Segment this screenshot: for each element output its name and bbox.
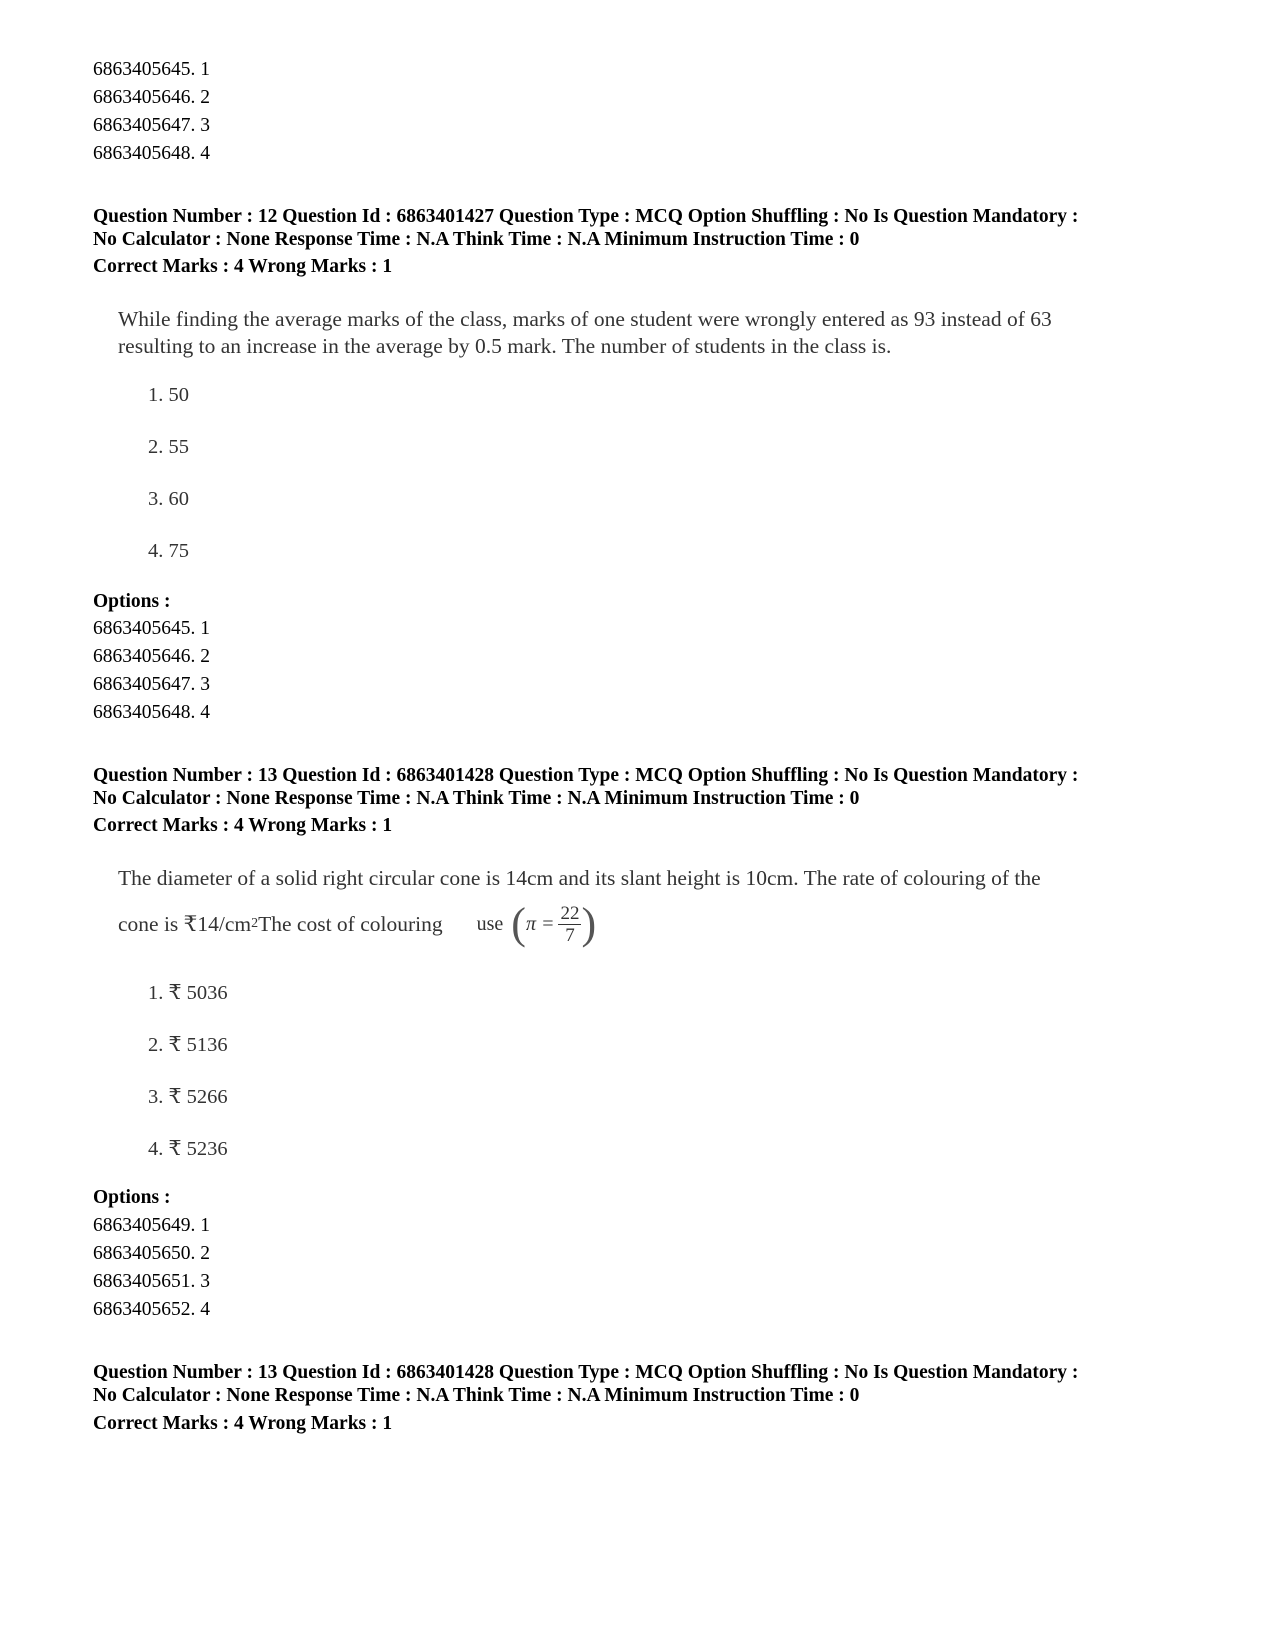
question-header: No Calculator : None Response Time : N.A Think Time : N.A Minimum Instruction Time : 0	[93, 1385, 860, 1406]
question-text: resulting to an increase in the average by 0.5 mark. The number of students in the class is.	[118, 334, 892, 358]
answer-choice: 3. 60	[148, 488, 189, 510]
question-marks: Correct Marks : 4 Wrong Marks : 1	[93, 815, 393, 836]
fraction-denominator: 7	[565, 924, 575, 946]
answer-choice: 3. ₹ 5266	[148, 1086, 228, 1108]
option-line: 6863405649. 1	[93, 1215, 210, 1236]
question-text: cone is ₹14/cm	[118, 912, 252, 936]
pi-symbol: π =	[525, 913, 555, 935]
option-line: 6863405645. 1	[93, 59, 210, 80]
options-label: Options :	[93, 1187, 171, 1208]
question-text: The diameter of a solid right circular cone is 14cm and its slant height is 10cm. The rate of colouring of the	[118, 866, 1041, 890]
question-text-formula	[118, 894, 596, 954]
fraction-numerator: 22	[560, 902, 580, 924]
options-label: Options :	[93, 591, 171, 612]
question-text: While finding the average marks of the class, marks of one student were wrongly entered as 93 instead of 63	[118, 307, 1052, 331]
answer-choice: 4. ₹ 5236	[148, 1138, 228, 1160]
option-line: 6863405646. 2	[93, 646, 210, 667]
option-line: 6863405647. 3	[93, 674, 210, 695]
question-header: Question Number : 12 Question Id : 6863401427 Question Type : MCQ Option Shuffling : No Is Question Mandatory :	[93, 206, 1079, 227]
answer-choice: 2. ₹ 5136	[148, 1034, 228, 1056]
option-line: 6863405647. 3	[93, 115, 210, 136]
option-line: 6863405651. 3	[93, 1271, 210, 1292]
option-line: 6863405650. 2	[93, 1243, 210, 1264]
option-line: 6863405652. 4	[93, 1299, 210, 1320]
option-line: 6863405648. 4	[93, 143, 210, 164]
left-paren: (	[511, 899, 526, 948]
answer-choice: 1. ₹ 5036	[148, 982, 228, 1004]
answer-choice: 4. 75	[148, 540, 189, 562]
question-header: No Calculator : None Response Time : N.A Think Time : N.A Minimum Instruction Time : 0	[93, 229, 860, 250]
option-line: 6863405648. 4	[93, 702, 210, 723]
answer-choice: 2. 55	[148, 436, 189, 458]
question-header: Question Number : 13 Question Id : 6863401428 Question Type : MCQ Option Shuffling : No Is Question Mandatory :	[93, 1362, 1079, 1383]
question-marks: Correct Marks : 4 Wrong Marks : 1	[93, 1413, 393, 1434]
question-header: No Calculator : None Response Time : N.A Think Time : N.A Minimum Instruction Time : 0	[93, 788, 860, 809]
right-paren: )	[581, 899, 597, 948]
answer-choice: 1. 50	[148, 384, 189, 406]
use-label: use	[476, 913, 504, 935]
option-line: 6863405645. 1	[93, 618, 210, 639]
question-marks: Correct Marks : 4 Wrong Marks : 1	[93, 256, 393, 277]
option-line: 6863405646. 2	[93, 87, 210, 108]
question-header: Question Number : 13 Question Id : 6863401428 Question Type : MCQ Option Shuffling : No Is Question Mandatory :	[93, 765, 1079, 786]
fraction	[558, 903, 581, 946]
superscript: 2	[251, 916, 259, 931]
question-text: The cost of colouring	[258, 912, 443, 936]
